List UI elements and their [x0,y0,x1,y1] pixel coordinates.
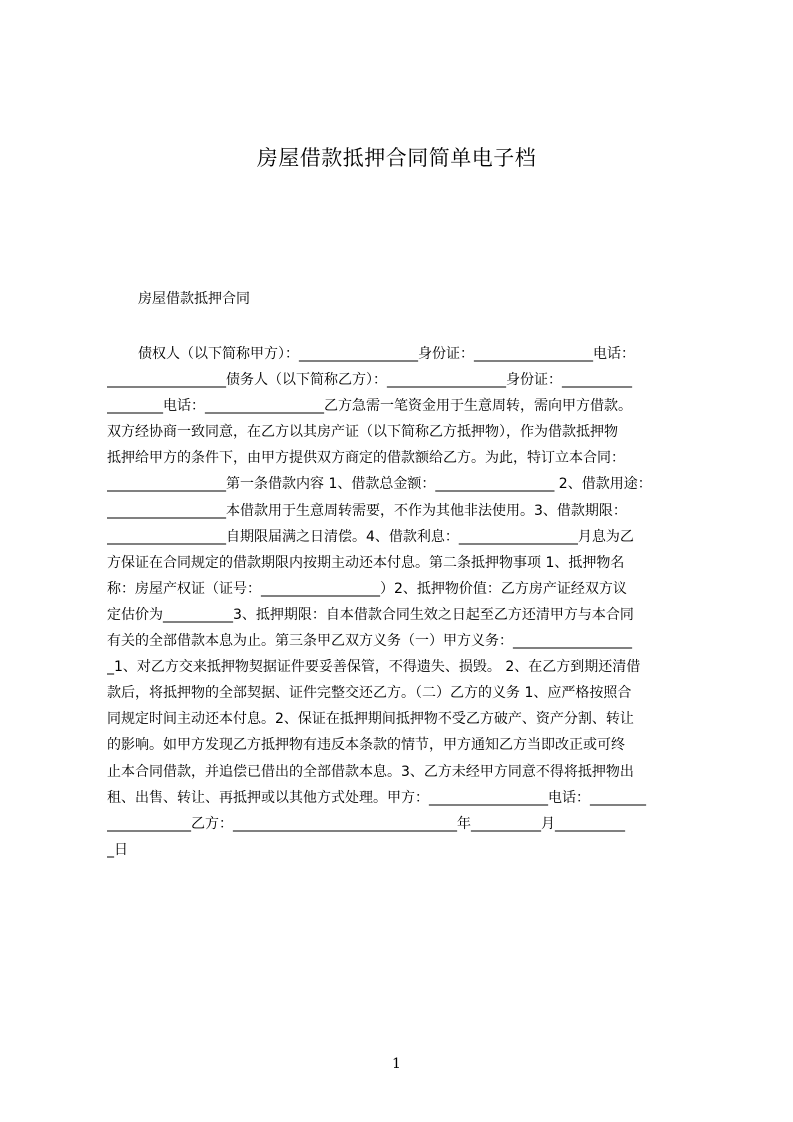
contract-heading: 房屋借款抵押合同 [138,291,250,307]
body-line: _日 [107,841,128,858]
body-line: 款后，将抵押物的全部契据、证件完整交还乙方。（二）乙方的义务 1、应严格按照合 [107,685,632,702]
body-line: 抵押给甲方的条件下，由甲方提供双方商定的借款额给乙方。为此，特订立本合同： [107,450,625,467]
body-line: 双方经协商一致同意，在乙方以其房产证（以下简称乙方抵押物），作为借款抵押物 [107,424,618,441]
body-line: ________电话：_________________乙方急需一笔资金用于生意周转，需向甲方借款。 [107,398,632,415]
body-line: 方保证在合同规定的借款期限内按期主动还本付息。第二条抵押物事项 1、抵押物名 [107,554,625,571]
body-line: 债权人（以下简称甲方）：_________________身份证：_________________电话： [138,346,635,362]
body-line: 同规定时间主动还本付息。2、保证在抵押期间抵押物不受乙方破产、资产分割、转让 [107,711,634,728]
body-line: 定估价为__________3、抵押期限：自本借款合同生效之日起至乙方还清甲方与本合同 [107,606,634,623]
body-line: _________________自期限届满之日清偿。4、借款利息：_________________月息为乙 [107,528,634,545]
body-line: ____________乙方：________________________________年__________月__________ [107,815,625,832]
body-line: 有关的全部借款本息为止。第三条甲乙双方义务（一）甲方义务：_________________ [107,633,632,650]
contract-body [107,341,697,881]
document-title: 房屋借款抵押合同简单电子档 [256,146,537,170]
body-line: 止本合同借款，并追偿已借出的全部借款本息。3、乙方未经甲方同意不得将抵押物出 [107,763,634,780]
body-line: 称：房屋产权证（证号：_________________）2、抵押物价值：乙方房产证经双方议 [107,580,627,597]
body-line: _________________债务人（以下简称乙方）：_________________身份证：__________ [107,372,632,389]
body-line: _1、对乙方交来抵押物契据证件要妥善保管，不得遗失、损毁。 2、在乙方到期还清借 [107,659,641,676]
page-number: 1 [392,1056,401,1072]
body-line: 的影响。如甲方发现乙方抵押物有违反本条款的情节，甲方通知乙方当即改正或可终 [107,737,625,754]
body-line: _________________本借款用于生意周转需要，不作为其他非法使用。3、借款期限： [107,502,627,519]
body-line: _________________第一条借款内容 1、借款总金额：_________________ 2、借款用途： [107,476,652,493]
body-line: 租、出售、转让、再抵押或以其他方式处理。甲方：_________________电话：________ [107,789,646,806]
